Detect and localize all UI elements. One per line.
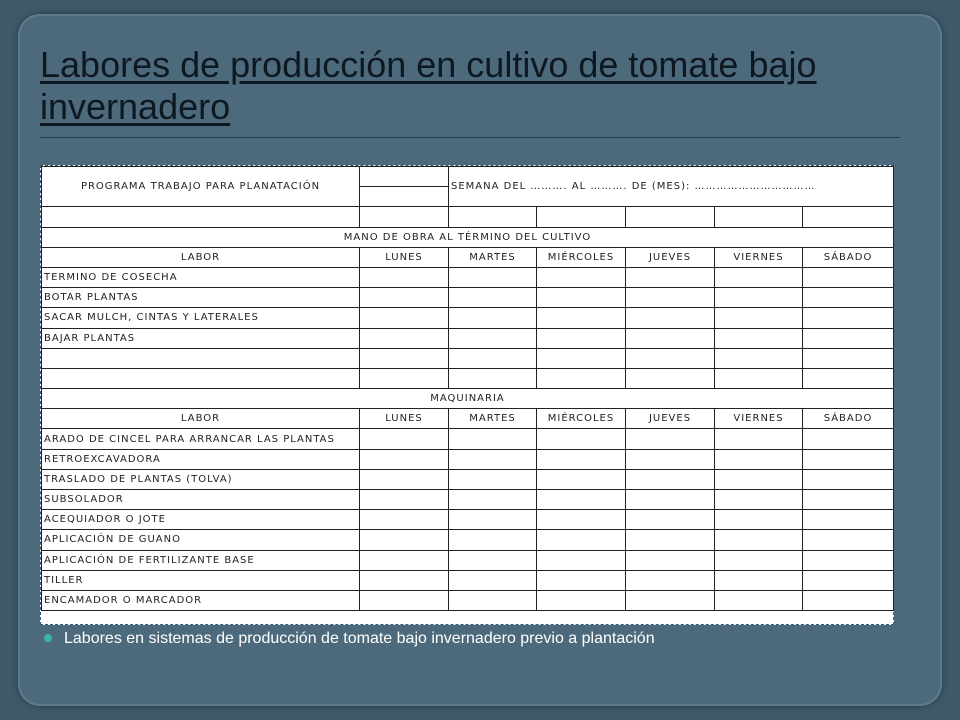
table-row [42, 449, 894, 469]
machinery-days-header-cell: VIERNES [715, 409, 803, 429]
day-entry-cell[interactable] [626, 288, 715, 308]
day-entry-cell[interactable] [626, 429, 715, 449]
table-row [42, 530, 894, 550]
blank-cell [803, 348, 894, 368]
table-row [42, 550, 894, 570]
day-entry-cell[interactable] [537, 490, 626, 510]
week-header: SEMANA DEL ………. AL ………. DE (MES): …………………………… [449, 167, 894, 207]
day-entry-cell[interactable] [360, 570, 449, 590]
day-entry-cell[interactable] [537, 590, 626, 610]
day-entry-cell[interactable] [360, 449, 449, 469]
machinery-days-header-cell: MARTES [449, 409, 537, 429]
labor-label: RETROEXCAVADORA [42, 449, 360, 469]
day-entry-cell[interactable] [803, 570, 894, 590]
blank-cell [537, 348, 626, 368]
table-row [42, 469, 894, 489]
day-entry-cell[interactable] [626, 590, 715, 610]
day-entry-cell[interactable] [715, 570, 803, 590]
day-entry-cell[interactable] [803, 590, 894, 610]
day-entry-cell[interactable] [449, 490, 537, 510]
table-row [42, 510, 894, 530]
day-entry-cell[interactable] [360, 590, 449, 610]
day-entry-cell[interactable] [626, 449, 715, 469]
day-entry-cell[interactable] [626, 530, 715, 550]
day-entry-cell[interactable] [803, 490, 894, 510]
day-entry-cell[interactable] [715, 267, 803, 287]
day-entry-cell[interactable] [715, 510, 803, 530]
machinery-days-header-cell: JUEVES [626, 409, 715, 429]
labor-label: ACEQUIADOR O JOTE [42, 510, 360, 530]
day-entry-cell[interactable] [537, 530, 626, 550]
day-entry-cell[interactable] [360, 550, 449, 570]
day-entry-cell[interactable] [803, 449, 894, 469]
day-entry-cell[interactable] [449, 328, 537, 348]
labor-label: BOTAR PLANTAS [42, 288, 360, 308]
blank-cell [449, 348, 537, 368]
day-entry-cell[interactable] [715, 590, 803, 610]
labor-label: SUBSOLADOR [42, 490, 360, 510]
day-entry-cell[interactable] [715, 550, 803, 570]
bullet-icon [44, 634, 52, 642]
day-entry-cell[interactable] [449, 288, 537, 308]
machinery-days-header-cell: MIÉRCOLES [537, 409, 626, 429]
blank-cell [360, 368, 449, 388]
labor-label: ARADO DE CINCEL PARA ARRANCAR LAS PLANTAS [42, 429, 360, 449]
day-entry-cell[interactable] [715, 288, 803, 308]
day-entry-cell[interactable] [537, 510, 626, 530]
day-entry-cell[interactable] [449, 429, 537, 449]
day-entry-cell[interactable] [360, 490, 449, 510]
section-title-machinery: MAQUINARIA [42, 389, 894, 409]
day-entry-cell[interactable] [449, 530, 537, 550]
table-row [42, 429, 894, 449]
day-entry-cell[interactable] [537, 469, 626, 489]
labor-label: SACAR MULCH, CINTAS Y LATERALES [42, 308, 360, 328]
labor-label: ENCAMADOR O MARCADOR [42, 590, 360, 610]
section-title-labor: MANO DE OBRA AL TÉRMINO DEL CULTIVO [42, 227, 894, 247]
day-entry-cell[interactable] [715, 449, 803, 469]
labor-days-header-cell: MIÉRCOLES [537, 247, 626, 267]
day-entry-cell[interactable] [537, 267, 626, 287]
day-entry-cell[interactable] [360, 469, 449, 489]
blank-cell [715, 348, 803, 368]
day-entry-cell[interactable] [449, 590, 537, 610]
day-entry-cell[interactable] [537, 288, 626, 308]
table-row [42, 590, 894, 610]
day-entry-cell[interactable] [626, 469, 715, 489]
day-entry-cell[interactable] [360, 308, 449, 328]
day-entry-cell[interactable] [537, 570, 626, 590]
day-entry-cell[interactable] [537, 429, 626, 449]
day-entry-cell[interactable] [449, 308, 537, 328]
day-entry-cell[interactable] [626, 490, 715, 510]
machinery-days-header-cell: LUNES [360, 409, 449, 429]
day-entry-cell[interactable] [626, 308, 715, 328]
blank-cell [715, 368, 803, 388]
caption-text: Labores en sistemas de producción de tomate bajo invernadero previo a plantación [64, 630, 655, 647]
day-entry-cell[interactable] [803, 429, 894, 449]
table-row [42, 288, 894, 308]
day-entry-cell[interactable] [626, 510, 715, 530]
title-divider [40, 137, 900, 138]
blank-cell [449, 368, 537, 388]
blank-cell [626, 348, 715, 368]
day-entry-cell[interactable] [626, 570, 715, 590]
day-entry-cell[interactable] [803, 308, 894, 328]
labor-days-header-cell: SÁBADO [803, 247, 894, 267]
day-entry-cell[interactable] [626, 550, 715, 570]
day-entry-cell[interactable] [360, 429, 449, 449]
day-entry-cell[interactable] [360, 510, 449, 530]
labor-label: BAJAR PLANTAS [42, 328, 360, 348]
day-entry-cell[interactable] [803, 510, 894, 530]
table-row [42, 328, 894, 348]
labor-days-header-cell: LUNES [360, 247, 449, 267]
slide-title: Labores de producción en cultivo de tomate bajo invernadero [40, 44, 817, 127]
day-entry-cell[interactable] [449, 449, 537, 469]
day-entry-cell[interactable] [803, 530, 894, 550]
day-entry-cell[interactable] [537, 550, 626, 570]
day-entry-cell[interactable] [803, 469, 894, 489]
day-entry-cell[interactable] [626, 267, 715, 287]
blank-cell [360, 348, 449, 368]
day-entry-cell[interactable] [360, 328, 449, 348]
day-entry-cell[interactable] [537, 449, 626, 469]
blank-cell [360, 167, 449, 187]
work-program-table [41, 166, 894, 611]
labor-days-header-cell: MARTES [449, 247, 537, 267]
machinery-days-header-cell: SÁBADO [803, 409, 894, 429]
day-entry-cell[interactable] [626, 328, 715, 348]
day-entry-cell[interactable] [449, 510, 537, 530]
table-row [42, 267, 894, 287]
day-entry-cell[interactable] [715, 530, 803, 550]
labor-label: TILLER [42, 570, 360, 590]
day-entry-cell[interactable] [360, 530, 449, 550]
day-entry-cell[interactable] [449, 469, 537, 489]
labor-days-header-cell: LABOR [42, 247, 360, 267]
day-entry-cell[interactable] [715, 308, 803, 328]
day-entry-cell[interactable] [449, 570, 537, 590]
blank-cell [803, 368, 894, 388]
day-entry-cell[interactable] [449, 550, 537, 570]
day-entry-cell[interactable] [715, 429, 803, 449]
machinery-days-header-cell: LABOR [42, 409, 360, 429]
day-entry-cell[interactable] [360, 288, 449, 308]
labor-label: APLICACIÓN DE FERTILIZANTE BASE [42, 550, 360, 570]
blank-cell [360, 187, 449, 207]
table-row [42, 570, 894, 590]
day-entry-cell[interactable] [360, 267, 449, 287]
day-entry-cell[interactable] [715, 328, 803, 348]
day-entry-cell[interactable] [449, 267, 537, 287]
labor-days-header-cell: VIERNES [715, 247, 803, 267]
day-entry-cell[interactable] [803, 288, 894, 308]
table-row [42, 308, 894, 328]
day-entry-cell[interactable] [803, 550, 894, 570]
labor-label: TERMINO DE COSECHA [42, 267, 360, 287]
caption [64, 630, 884, 647]
day-entry-cell[interactable] [715, 469, 803, 489]
program-header: PROGRAMA TRABAJO PARA PLANATACIÓN [42, 167, 360, 207]
day-entry-cell[interactable] [537, 328, 626, 348]
blank-cell [42, 348, 360, 368]
work-program-table-container [40, 165, 894, 625]
day-entry-cell[interactable] [537, 308, 626, 328]
blank-cell [42, 368, 360, 388]
labor-label: TRASLADO DE PLANTAS (TOLVA) [42, 469, 360, 489]
day-entry-cell[interactable] [715, 490, 803, 510]
blank-cell [537, 368, 626, 388]
labor-days-header-cell: JUEVES [626, 247, 715, 267]
table-row [42, 490, 894, 510]
day-entry-cell[interactable] [803, 328, 894, 348]
blank-cell [626, 368, 715, 388]
day-entry-cell[interactable] [803, 267, 894, 287]
labor-label: APLICACIÓN DE GUANO [42, 530, 360, 550]
